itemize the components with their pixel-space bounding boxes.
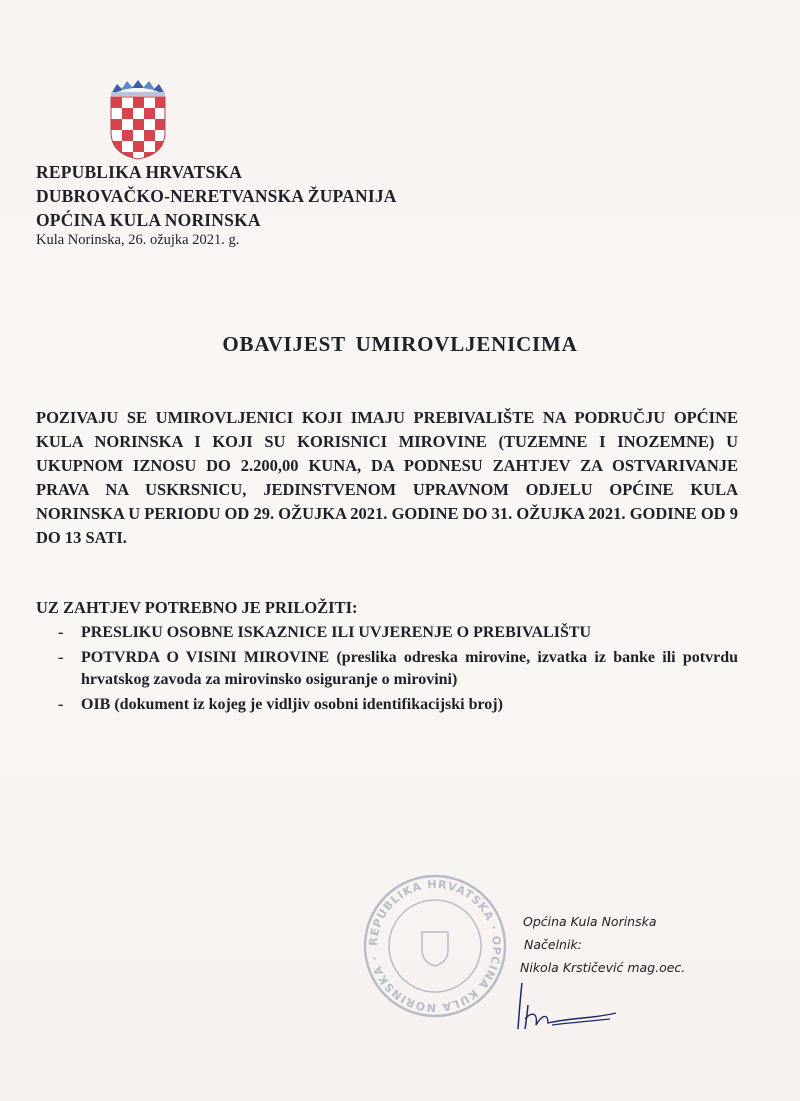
signature-municipality: Općina Kula Norinska bbox=[523, 914, 657, 929]
coat-checkerboard bbox=[111, 97, 166, 160]
notice-body: POZIVAJU SE UMIROVLJENICI KOJI IMAJU PREBIVALIŠTE NA PODRUČJU OPĆINE KULA NORINSKA I KOJI SU KORISNICI MIROVINE (TUZEMNE I INOZEMNE) U UKUPNOM IZNOSU DO 2.200,00 KUNA, DA PODNESU ZAHTJEV ZA OSTVARIVANJE PRAVA NA USKRSNICU, JEDINSTVENOM UPRAVNOM ODJELU OPĆINE KULA NORINSKA U PERIODU OD 29. OŽUJKA 2021. GODINE DO 31. OŽUJKA 2021. GODINE OD 9 DO 13 SATI. bbox=[36, 408, 738, 547]
list-dash: - bbox=[58, 649, 64, 666]
signature-name: Nikola Krstičević mag.oec. bbox=[520, 960, 686, 975]
coat-crown bbox=[111, 80, 165, 96]
header-republic: REPUBLIKA HRVATSKA bbox=[36, 162, 243, 182]
svg-text:REPUBLIKA HRVATSKA · OPĆINA KU bbox=[367, 878, 503, 1014]
requirement-item-id-card bbox=[36, 622, 738, 644]
place-date: Kula Norinska, 26. ožujka 2021. g. bbox=[36, 232, 240, 248]
requirement-text: POTVRDA O VISINI MIROVINE bbox=[81, 649, 330, 666]
requirement-text: PRESLIKU OSOBNE ISKAZNICE ILI UVJERENJE O PREBIVALIŠTU bbox=[81, 624, 592, 641]
requirement-item-pension-certificate bbox=[36, 647, 738, 691]
requirement-note: (dokument iz kojeg je vidljiv osobni identifikacijski broj) bbox=[114, 696, 503, 713]
requirement-item-oib bbox=[36, 694, 738, 716]
list-dash: - bbox=[58, 624, 64, 641]
requirement-note: (preslika odreska mirovine, izvatka iz banke ili potvrdu hrvatskog zavoda za mirovinsko osiguranje o mirovini) bbox=[81, 649, 739, 688]
header-municipality: OPĆINA KULA NORINSKA bbox=[36, 210, 261, 230]
requirement-text: OIB bbox=[81, 696, 111, 713]
header-county: DUBROVAČKO-NERETVANSKA ŽUPANIJA bbox=[36, 186, 397, 206]
requirements-list bbox=[36, 622, 738, 719]
signature-role: Načelnik: bbox=[524, 937, 582, 952]
requirements-heading: UZ ZAHTJEV POTREBNO JE PRILOŽITI: bbox=[36, 598, 358, 617]
signature-block bbox=[520, 910, 685, 979]
croatian-coat-of-arms-icon bbox=[107, 80, 169, 160]
official-stamp-icon bbox=[360, 872, 510, 1020]
document-title: OBAVIJEST UMIROVLJENICIMA bbox=[222, 332, 578, 356]
list-dash: - bbox=[58, 696, 64, 713]
stamp-text: REPUBLIKA HRVATSKA · OPĆINA KULA NORINSKA · bbox=[366, 877, 504, 1015]
handwritten-signature-icon bbox=[512, 975, 622, 1035]
